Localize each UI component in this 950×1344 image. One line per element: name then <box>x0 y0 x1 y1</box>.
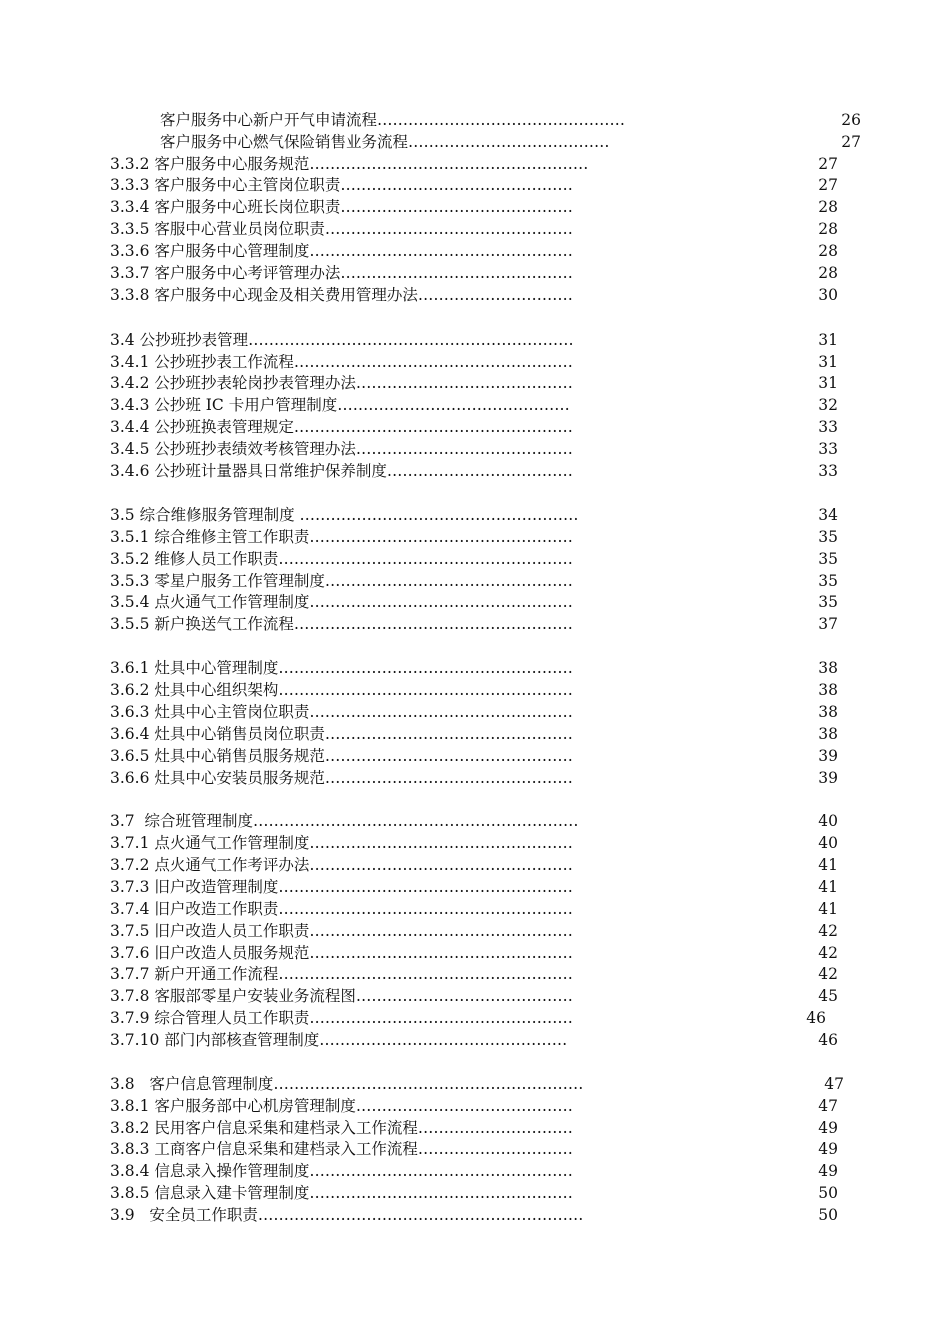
toc-entry-title: 3.4.1 公抄班抄表工作流程……………………………………………… <box>110 353 573 371</box>
toc-entry[interactable] <box>110 1205 838 1225</box>
toc-entry-page-number: 31 <box>818 331 838 349</box>
toc-entry-title: 3.7.3 旧户改造管理制度………………………………………………… <box>110 878 573 896</box>
toc-entry-title: 3.6.2 灶具中心组织架构………………………………………………… <box>110 681 573 699</box>
toc-entry[interactable] <box>110 877 838 897</box>
toc-entry-title: 3.8.5 信息录入建卡管理制度…………………………………………… <box>110 1184 573 1202</box>
toc-entry[interactable] <box>110 658 838 678</box>
toc-entry-title: 3.7.4 旧户改造工作职责………………………………………………… <box>110 900 573 918</box>
toc-entry-title: 3.7.6 旧户改造人员服务规范…………………………………………… <box>110 944 573 962</box>
toc-entry-page-number: 46 <box>818 1031 838 1049</box>
toc-entry-page-number: 47 <box>818 1097 838 1115</box>
toc-entry-title: 3.6.1 灶具中心管理制度………………………………………………… <box>110 659 573 677</box>
toc-entry-title: 3.5.2 维修人员工作职责………………………………………………… <box>110 550 573 568</box>
toc-entry-title: 3.7.8 客服部零星户安装业务流程图…………………………………… <box>110 987 573 1005</box>
toc-entry-page-number: 42 <box>818 922 838 940</box>
toc-entry-page-number: 35 <box>818 550 838 568</box>
toc-entry[interactable] <box>110 1096 838 1116</box>
toc-entry-page-number: 45 <box>818 987 838 1005</box>
toc-entry-title: 3.3.6 客户服务中心管理制度…………………………………………… <box>110 242 573 260</box>
toc-entry-title: 3.7.10 部门内部核查管理制度………………………………………… <box>110 1031 568 1049</box>
toc-entry-page-number: 31 <box>818 353 838 371</box>
toc-entry-title: 3.7.9 综合管理人员工作职责…………………………………………… <box>110 1009 573 1027</box>
toc-entry[interactable] <box>110 439 838 459</box>
toc-entry[interactable] <box>110 943 838 963</box>
toc-entry-title: 3.7 综合班管理制度……………………………………………………… <box>110 812 579 830</box>
toc-entry-title: 3.3.8 客户服务中心现金及相关费用管理办法………………………… <box>110 286 573 304</box>
toc-entry-page-number: 40 <box>818 834 838 852</box>
toc-entry[interactable] <box>110 571 838 591</box>
toc-entry-page-number: 27 <box>818 176 838 194</box>
toc-entry-title: 3.4 公抄班抄表管理……………………………………………………… <box>110 331 574 349</box>
toc-entry-page-number: 39 <box>818 747 838 765</box>
toc-entry[interactable] <box>110 702 838 722</box>
toc-entry[interactable] <box>110 505 838 525</box>
toc-entry[interactable] <box>110 154 838 174</box>
toc-entry-title: 3.6.4 灶具中心销售员岗位职责………………………………………… <box>110 725 573 743</box>
toc-entry[interactable] <box>110 746 838 766</box>
toc-entry-page-number: 49 <box>818 1162 838 1180</box>
toc-entry-title: 3.5.4 点火通气工作管理制度…………………………………………… <box>110 593 573 611</box>
toc-entry[interactable] <box>110 1183 838 1203</box>
toc-entry[interactable] <box>110 175 838 195</box>
toc-entry-title: 3.9 安全员工作职责……………………………………………………… <box>110 1206 584 1224</box>
toc-entry-page-number: 38 <box>818 725 838 743</box>
toc-entry-page-number: 50 <box>818 1206 838 1224</box>
toc-entry-title: 3.5.5 新户换送气工作流程……………………………………………… <box>110 615 573 633</box>
toc-entry-title: 3.4.6 公抄班计量器具日常维护保养制度……………………………… <box>110 462 573 480</box>
toc-entry[interactable] <box>110 395 838 415</box>
toc-entry-title: 客户服务中心燃气保险销售业务流程………………………………… <box>160 133 610 151</box>
toc-entry-page-number: 28 <box>818 242 838 260</box>
toc-entry-title: 3.7.5 旧户改造人员工作职责…………………………………………… <box>110 922 573 940</box>
toc-entry[interactable] <box>110 263 838 283</box>
toc-entry-page-number: 39 <box>818 769 838 787</box>
toc-entry-page-number: 41 <box>818 900 838 918</box>
toc-entry-page-number: 28 <box>818 220 838 238</box>
toc-entry-title: 3.4.3 公抄班 IC 卡用户管理制度……………………………………… <box>110 396 570 414</box>
toc-entry-page-number: 42 <box>818 965 838 983</box>
toc-entry[interactable] <box>110 461 838 481</box>
toc-entry[interactable] <box>110 373 838 393</box>
toc-entry-title: 3.8.1 客户服务部中心机房管理制度…………………………………… <box>110 1097 573 1115</box>
toc-entry-page-number: 33 <box>818 418 838 436</box>
toc-entry-page-number: 49 <box>818 1119 838 1137</box>
toc-entry[interactable] <box>110 1074 844 1094</box>
toc-entry-title: 3.7.7 新户开通工作流程………………………………………………… <box>110 965 573 983</box>
toc-entry-title: 3.5.3 零星户服务工作管理制度………………………………………… <box>110 572 573 590</box>
toc-entry-page-number: 26 <box>841 111 861 129</box>
toc-entry-page-number: 31 <box>818 374 838 392</box>
toc-entry-page-number: 34 <box>818 506 838 524</box>
toc-entry[interactable] <box>110 964 838 984</box>
toc-entry-page-number: 38 <box>818 703 838 721</box>
toc-entry-title: 3.3.2 客户服务中心服务规范……………………………………………… <box>110 155 589 173</box>
toc-entry-page-number: 46 <box>806 1009 826 1027</box>
toc-entry[interactable] <box>110 219 838 239</box>
toc-entry-title: 3.7.2 点火通气工作考评办法…………………………………………… <box>110 856 573 874</box>
toc-entry[interactable] <box>110 921 838 941</box>
toc-entry[interactable] <box>110 833 838 853</box>
toc-entry[interactable] <box>110 1008 826 1028</box>
toc-entry[interactable] <box>110 899 838 919</box>
toc-entry-page-number: 30 <box>818 286 838 304</box>
toc-entry[interactable] <box>110 549 838 569</box>
toc-entry-page-number: 37 <box>818 615 838 633</box>
toc-entry-title: 3.3.7 客户服务中心考评管理办法……………………………………… <box>110 264 573 282</box>
toc-entry[interactable] <box>110 241 838 261</box>
toc-entry-title: 3.8.4 信息录入操作管理制度…………………………………………… <box>110 1162 573 1180</box>
toc-entry-title: 3.6.6 灶具中心安装员服务规范………………………………………… <box>110 769 573 787</box>
toc-entry-page-number: 27 <box>818 155 838 173</box>
toc-entry-title: 3.6.5 灶具中心销售员服务规范………………………………………… <box>110 747 573 765</box>
toc-entry-page-number: 28 <box>818 198 838 216</box>
toc-entry-page-number: 41 <box>818 878 838 896</box>
toc-entry[interactable] <box>110 1139 838 1159</box>
toc-entry-title: 3.6.3 灶具中心主管岗位职责…………………………………………… <box>110 703 573 721</box>
toc-entry-title: 3.4.4 公抄班换表管理规定……………………………………………… <box>110 418 573 436</box>
toc-entry-title: 3.5.1 综合维修主管工作职责…………………………………………… <box>110 528 573 546</box>
toc-entry[interactable] <box>110 855 838 875</box>
toc-entry-title: 3.4.5 公抄班抄表绩效考核管理办法…………………………………… <box>110 440 573 458</box>
toc-entry[interactable] <box>110 352 838 372</box>
toc-entry[interactable] <box>110 724 838 744</box>
toc-entry[interactable] <box>110 417 838 437</box>
toc-entry-title: 3.5 综合维修服务管理制度 ……………………………………………… <box>110 506 579 524</box>
toc-entry-title: 3.8.2 民用客户信息采集和建档录入工作流程………………………… <box>110 1119 573 1137</box>
toc-entry[interactable] <box>110 527 838 547</box>
toc-entry[interactable] <box>110 680 838 700</box>
toc-entry[interactable] <box>110 768 838 788</box>
toc-entry[interactable] <box>110 614 838 634</box>
toc-entry[interactable] <box>110 1118 838 1138</box>
toc-entry-title: 3.3.5 客服中心营业员岗位职责………………………………………… <box>110 220 573 238</box>
toc-entry-page-number: 27 <box>841 133 861 151</box>
toc-entry[interactable] <box>160 132 861 152</box>
toc-entry[interactable] <box>110 330 838 350</box>
toc-entry-title: 3.4.2 公抄班抄表轮岗抄表管理办法…………………………………… <box>110 374 573 392</box>
toc-entry-page-number: 38 <box>818 681 838 699</box>
toc-entry[interactable] <box>110 592 838 612</box>
toc-entry[interactable] <box>110 811 838 831</box>
toc-entry-title: 3.8 客户信息管理制度…………………………………………………… <box>110 1075 584 1093</box>
toc-entry-title: 客户服务中心新户开气申请流程………………………………………… <box>160 111 626 129</box>
toc-entry-page-number: 50 <box>818 1184 838 1202</box>
toc-entry[interactable] <box>110 1161 838 1181</box>
toc-entry-page-number: 41 <box>818 856 838 874</box>
toc-entry-page-number: 35 <box>818 528 838 546</box>
toc-entry-title: 3.3.3 客户服务中心主管岗位职责……………………………………… <box>110 176 573 194</box>
toc-entry-page-number: 47 <box>824 1075 844 1093</box>
toc-entry-page-number: 35 <box>818 593 838 611</box>
toc-entry-title: 3.3.4 客户服务中心班长岗位职责……………………………………… <box>110 198 573 216</box>
toc-entry-page-number: 32 <box>818 396 838 414</box>
toc-entry-page-number: 28 <box>818 264 838 282</box>
toc-entry[interactable] <box>160 110 861 130</box>
toc-entry-page-number: 35 <box>818 572 838 590</box>
toc-entry-page-number: 40 <box>818 812 838 830</box>
toc-entry-page-number: 38 <box>818 659 838 677</box>
toc-entry-page-number: 49 <box>818 1140 838 1158</box>
toc-entry[interactable] <box>110 986 838 1006</box>
toc-entry-page-number: 33 <box>818 462 838 480</box>
toc-entry-page-number: 42 <box>818 944 838 962</box>
toc-entry-title: 3.7.1 点火通气工作管理制度…………………………………………… <box>110 834 573 852</box>
toc-entry-title: 3.8.3 工商客户信息采集和建档录入工作流程………………………… <box>110 1140 573 1158</box>
toc-entry-page-number: 33 <box>818 440 838 458</box>
toc-entry[interactable] <box>110 197 838 217</box>
toc-entry[interactable] <box>110 285 838 305</box>
toc-entry[interactable] <box>110 1030 838 1050</box>
